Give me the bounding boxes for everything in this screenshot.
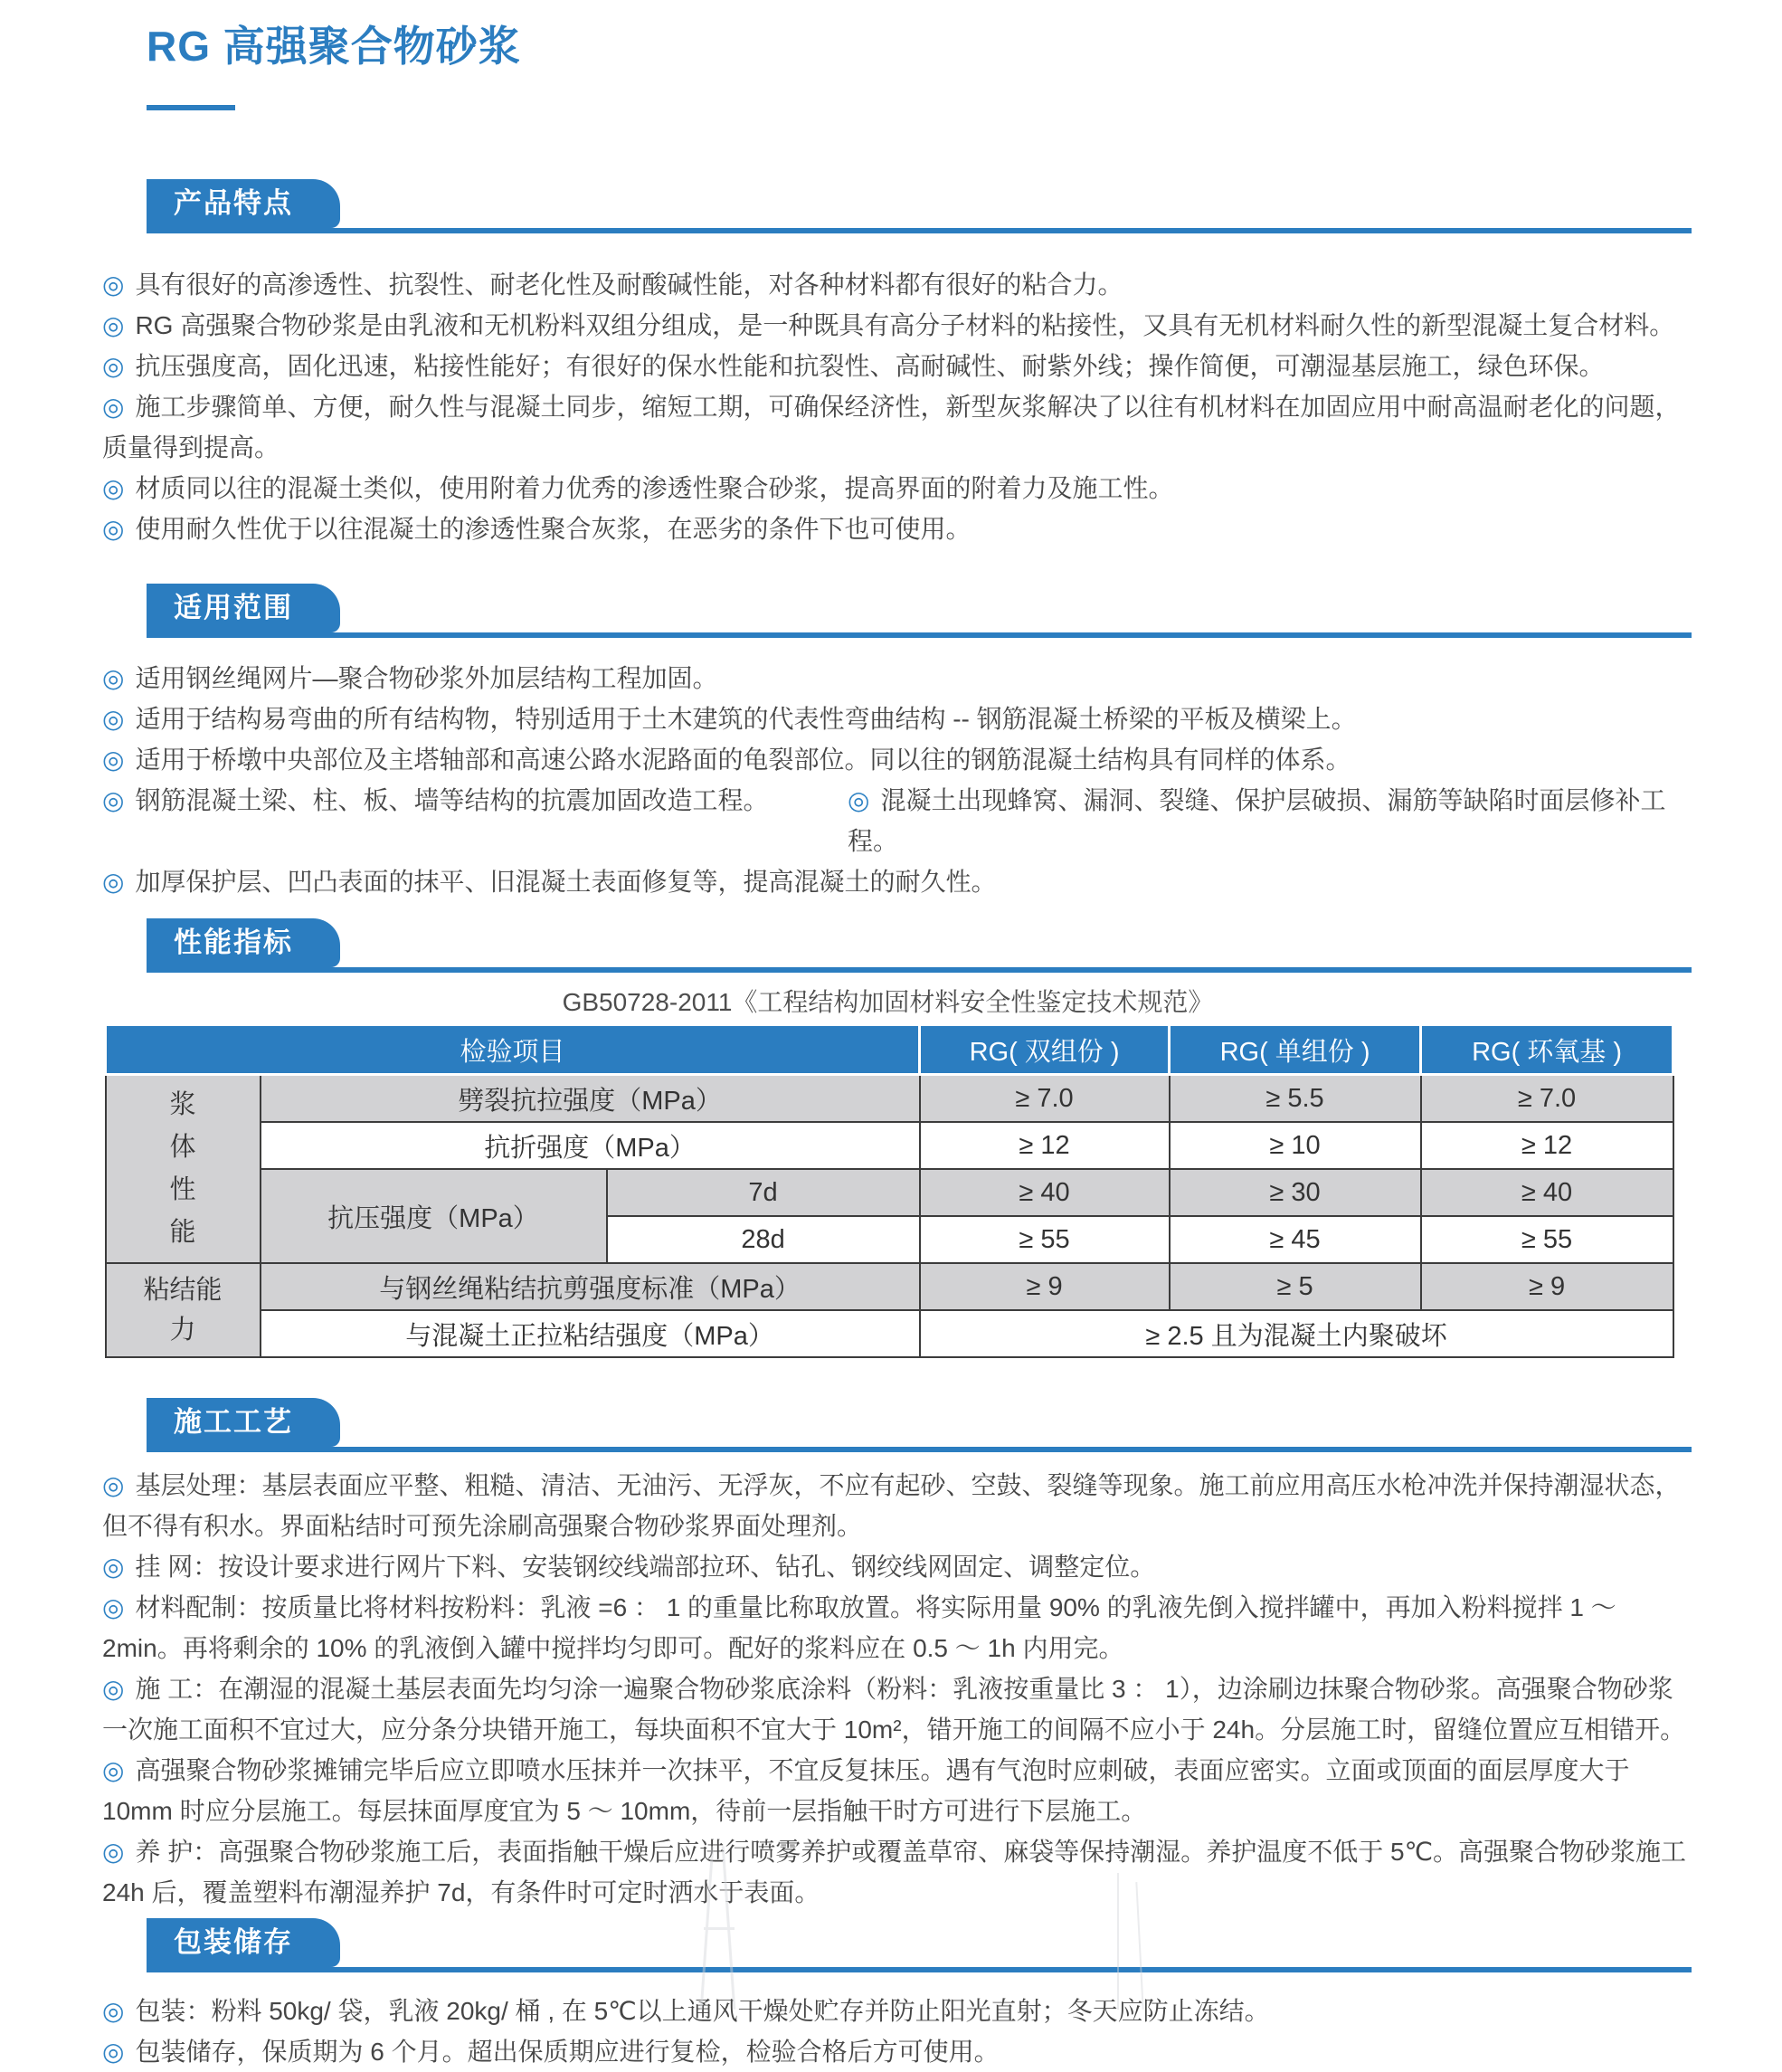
- section-badge-process: [147, 1398, 340, 1447]
- process-item: [102, 1750, 1692, 1831]
- bullet-icon: ◎: [848, 786, 870, 814]
- process-item: [102, 1668, 1692, 1750]
- cell-test-name: 劈裂抗拉强度（MPa）: [261, 1075, 920, 1123]
- process-item: [102, 1546, 1692, 1587]
- feature-item: [102, 386, 1692, 468]
- feature-item: [102, 468, 1692, 508]
- packaging-list: [102, 1991, 1692, 2072]
- cell-value: ≥ 30: [1170, 1169, 1421, 1216]
- cell-compressive-label: 抗压强度（MPa）: [261, 1169, 607, 1263]
- section-title-performance: 性能指标: [174, 927, 293, 958]
- feature-text: 抗压强度高，固化迅速，粘接性能好；有很好的保水性能和抗裂性、高耐碱性、耐紫外线；操作简便，可潮湿基层施工，绿色环保。: [135, 352, 1605, 380]
- packaging-text: 包装储存，保质期为 6 个月。超出保质期应进行复检，检验合格后方可使用。: [135, 2038, 1000, 2066]
- col-header-test-item: 检验项目: [106, 1025, 920, 1075]
- section-badge-performance: [147, 918, 340, 967]
- cell-value: ≥ 55: [1421, 1216, 1673, 1263]
- section-title-scope: 适用范围: [174, 592, 293, 623]
- cell-value: ≥ 7.0: [1421, 1075, 1673, 1123]
- table-row-split-tensile: [106, 1075, 1673, 1123]
- table-row-shear: [106, 1263, 1673, 1310]
- scope-item: [102, 699, 1692, 739]
- packaging-item: [102, 1991, 1692, 2031]
- col-header-rg-two-part: RG( 双组份 ): [920, 1025, 1170, 1075]
- bullet-icon: ◎: [102, 705, 125, 733]
- cell-value: ≥ 9: [1421, 1263, 1673, 1310]
- scope-item: [102, 658, 1692, 699]
- feature-item: [102, 305, 1692, 346]
- scope-text: 适用钢丝绳网片—聚合物砂浆外加层结构工程加固。: [135, 664, 718, 692]
- cell-value: ≥ 12: [920, 1122, 1170, 1169]
- cell-value: ≥ 45: [1170, 1216, 1421, 1263]
- process-item: [102, 1465, 1692, 1546]
- bullet-icon: ◎: [102, 1756, 125, 1784]
- bullet-icon: ◎: [102, 786, 125, 814]
- process-item: [102, 1587, 1692, 1668]
- bullet-icon: ◎: [102, 1675, 125, 1703]
- table-header-row: [106, 1025, 1673, 1075]
- section-header-packaging: [147, 1918, 1692, 1972]
- feature-text: 材质同以往的混凝土类似，使用附着力优秀的渗透性聚合砂浆，提高界面的附着力及施工性。: [135, 474, 1174, 502]
- performance-table: [104, 1023, 1674, 1358]
- bullet-icon: ◎: [102, 1997, 125, 2025]
- row-group-bond-capacity: 粘结能力: [106, 1263, 261, 1357]
- bullet-icon: ◎: [102, 515, 125, 543]
- scope-text: 混凝土出现蜂窝、漏洞、裂缝、保护层破损、漏筋等缺陷时面层修补工程。: [848, 786, 1666, 855]
- row-group-paste-performance: 浆体性能: [106, 1075, 261, 1264]
- feature-item: [102, 508, 1692, 549]
- packaging-item: [102, 2031, 1692, 2072]
- process-item: [102, 1831, 1692, 1913]
- feature-text: RG 高强聚合物砂浆是由乳液和无机粉料双组分组成，是一种既具有高分子材料的粘接性，又具有无机材料耐久性的新型混凝土复合材料。: [135, 311, 1675, 339]
- bullet-icon: ◎: [102, 393, 125, 421]
- bullet-icon: ◎: [102, 664, 125, 692]
- section-title-process: 施工工艺: [174, 1406, 293, 1438]
- bullet-icon: ◎: [102, 474, 125, 502]
- section-header-process: [147, 1398, 1692, 1452]
- cell-sub-item: 7d: [607, 1169, 920, 1216]
- scope-list: [102, 658, 1692, 902]
- feature-text: 具有很好的高渗透性、抗裂性、耐老化性及耐酸碱性能，对各种材料都有很好的粘合力。: [135, 271, 1123, 299]
- title-underline-rule: [147, 105, 235, 110]
- cell-value: ≥ 12: [1421, 1122, 1673, 1169]
- bullet-icon: ◎: [102, 311, 125, 339]
- scope-item-right: [848, 780, 1692, 861]
- scope-text: 适用于结构易弯曲的所有结构物，特别适用于土木建筑的代表性弯曲结构 -- 钢筋混凝土桥梁的平板及横梁上。: [135, 705, 1357, 733]
- feature-item: [102, 264, 1692, 305]
- scope-text: 加厚保护层、凹凸表面的抹平、旧混凝土表面修复等，提高混凝土的耐久性。: [135, 868, 997, 896]
- section-badge-packaging: [147, 1918, 340, 1967]
- bullet-icon: ◎: [102, 868, 125, 896]
- cell-value: ≥ 40: [920, 1169, 1170, 1216]
- bullet-icon: ◎: [102, 1838, 125, 1866]
- table-row-compressive-7d: [106, 1169, 1673, 1216]
- scope-item: [102, 861, 1692, 902]
- process-text: 施 工：在潮湿的混凝土基层表面先均匀涂一遍聚合物砂浆底涂料（粉料：乳液按重量比 3 ： 1），边涂刷边抹聚合物砂浆。高强聚合物砂浆一次施工面积不宜过大，应分条分块错开施工，每块面积不宜大于 10m²，错开施工的间隔不应小于 24h。分层施工时，留缝位置应互相错开。: [102, 1675, 1686, 1744]
- scope-item: [102, 739, 1692, 780]
- section-badge-features: [147, 179, 340, 228]
- packaging-text: 包装：粉料 50kg/ 袋，乳液 20kg/ 桶 , 在 5℃以上通风干燥处贮存并防止阳光直射；冬天应防止冻结。: [135, 1997, 1270, 2025]
- section-badge-scope: [147, 584, 340, 632]
- cell-value: ≥ 5.5: [1170, 1075, 1421, 1123]
- cell-value: ≥ 55: [920, 1216, 1170, 1263]
- table-row-bond: [106, 1310, 1673, 1357]
- process-text: 基层处理：基层表面应平整、粗糙、清洁、无油污、无浮灰，不应有起砂、空鼓、裂缝等现象。施工前应用高压水枪冲洗并保持潮湿状态，但不得有积水。界面粘结时可预先涂刷高强聚合物砂浆界面处理剂。: [102, 1471, 1681, 1540]
- bullet-icon: ◎: [102, 2038, 125, 2066]
- cell-value-merged: ≥ 2.5 且为混凝土内聚破坏: [920, 1310, 1673, 1357]
- cell-sub-item: 28d: [607, 1216, 920, 1263]
- bullet-icon: ◎: [102, 1553, 125, 1581]
- bullet-icon: ◎: [102, 352, 125, 380]
- cell-test-name: 与钢丝绳粘结抗剪强度标准（MPa）: [261, 1263, 920, 1310]
- cell-test-name: 与混凝土正拉粘结强度（MPa）: [261, 1310, 920, 1357]
- col-header-rg-one-part: RG( 单组份 ): [1170, 1025, 1421, 1075]
- cell-value: ≥ 7.0: [920, 1075, 1170, 1123]
- cell-value: ≥ 9: [920, 1263, 1170, 1310]
- scope-text: 钢筋混凝土梁、柱、板、墙等结构的抗震加固改造工程。: [135, 786, 769, 814]
- table-row-flexural: [106, 1122, 1673, 1169]
- table-caption: GB50728-2011《工程结构加固材料安全性鉴定技术规范》: [562, 988, 1214, 1016]
- cell-value: ≥ 5: [1170, 1263, 1421, 1310]
- process-text: 材料配制：按质量比将材料按粉料：乳液 =6 ： 1 的重量比称取放置。将实际用量 90% 的乳液先倒入搅拌罐中，再加入粉料搅拌 1 ～ 2min。再将剩余的 10% 的乳液倒入罐中搅拌均匀即可。配好的浆料应在 0.5 ～ 1h 内用完。: [102, 1593, 1616, 1662]
- bullet-icon: ◎: [102, 1593, 125, 1621]
- feature-text: 施工步骤简单、方便，耐久性与混凝土同步，缩短工期，可确保经济性，新型灰浆解决了以往有机材料在加固应用中耐高温耐老化的问题，质量得到提高。: [102, 393, 1681, 461]
- cell-test-name: 抗折强度（MPa）: [261, 1122, 920, 1169]
- section-header-performance: [147, 918, 1692, 973]
- process-text: 高强聚合物砂浆摊铺完毕后应立即喷水压抹并一次抹平，不宜反复抹压。遇有气泡时应刺破，表面应密实。立面或顶面的面层厚度大于 10mm 时应分层施工。每层抹面厚度宜为 5 ～ 10mm，待前一层指触干时方可进行下层施工。: [102, 1756, 1630, 1825]
- section-title-features: 产品特点: [174, 187, 293, 219]
- section-header-scope: [147, 584, 1692, 638]
- section-header-features: [147, 179, 1692, 233]
- process-text: 养 护：高强聚合物砂浆施工后，表面指触干燥后应进行喷雾养护或覆盖草帘、麻袋等保持潮湿。养护温度不低于 5℃。高强聚合物砂浆施工 24h 后，覆盖塑料布潮湿养护 7d，有条件时可定时洒水于表面。: [102, 1838, 1687, 1906]
- process-list: [102, 1465, 1692, 1913]
- feature-item: [102, 346, 1692, 386]
- bullet-icon: ◎: [102, 271, 125, 299]
- process-text: 挂 网：按设计要求进行网片下料、安装钢绞线端部拉环、钻孔、钢绞线网固定、调整定位。: [135, 1553, 1156, 1581]
- feature-text: 使用耐久性优于以往混凝土的渗透性聚合灰浆，在恶劣的条件下也可使用。: [135, 515, 972, 543]
- bullet-icon: ◎: [102, 1471, 125, 1499]
- cell-value: ≥ 10: [1170, 1122, 1421, 1169]
- features-list: [102, 264, 1692, 549]
- cell-value: ≥ 40: [1421, 1169, 1673, 1216]
- bullet-icon: ◎: [102, 746, 125, 774]
- scope-item-double: [102, 780, 1692, 861]
- scope-item-left: [102, 780, 848, 861]
- col-header-rg-epoxy: RG( 环氧基 ): [1421, 1025, 1673, 1075]
- scope-text: 适用于桥墩中央部位及主塔轴部和高速公路水泥路面的龟裂部位。同以往的钢筋混凝土结构具有同样的体系。: [135, 746, 1351, 774]
- page-title: RG 高强聚合物砂浆: [147, 23, 521, 70]
- section-title-packaging: 包装储存: [174, 1926, 293, 1958]
- performance-table-wrap: [104, 987, 1692, 1358]
